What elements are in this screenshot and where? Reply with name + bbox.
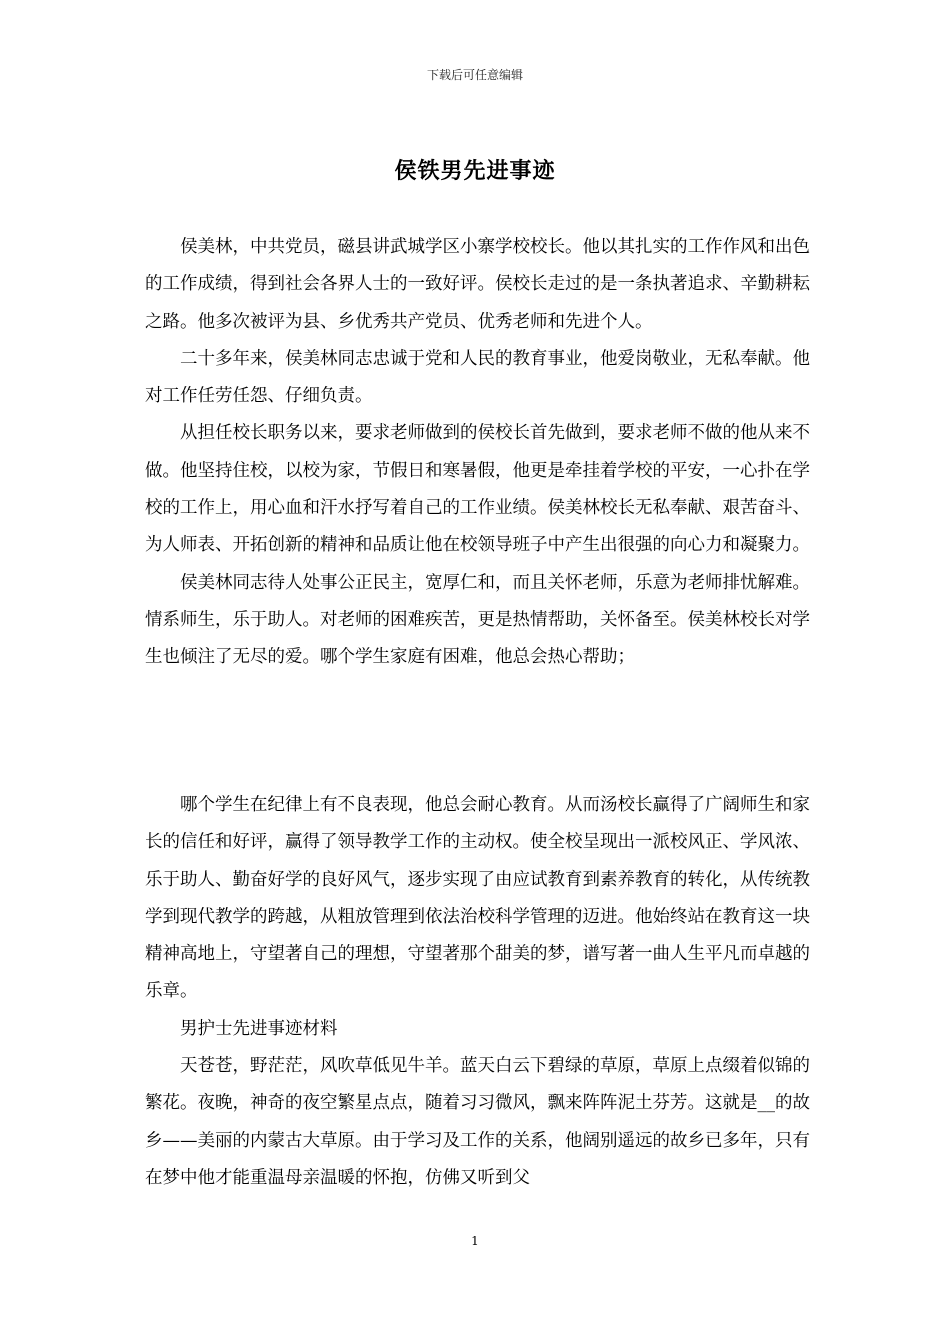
section-heading: 男护士先进事迹材料 bbox=[180, 1018, 338, 1039]
paragraph: 天苍苍，野茫茫，风吹草低见牛羊。蓝天白云下碧绿的草原，草原上点缀着似锦的繁花。夜晚，神奇的夜空繁星点点，随着习习微风，飘来阵阵泥土芬芳。这就是__的故乡——美丽的内蒙古大草原。由于学习及工作的关系，他阔别遥远的故乡已多年，只有在梦中他才能重温母亲温暖的怀抱，仿佛又听到父 bbox=[145, 1056, 810, 1188]
paragraph: 从担任校长职务以来，要求老师做到的侯校长首先做到，要求老师不做的他从来不做。他坚持住校，以校为家，节假日和寒暑假，他更是牵挂着学校的平安，一心扑在学校的工作上，用心血和汗水抒写着自己的工作业绩。侯美林校长无私奉献、艰苦奋斗、为人师表、开拓创新的精神和品质让他在校领导班子中产生出很强的向心力和凝聚力。 bbox=[145, 423, 810, 556]
document-title: 侯铁男先进事迹 bbox=[394, 158, 556, 184]
body-block-2 bbox=[145, 787, 810, 1197]
paragraph: 二十多年来，侯美林同志忠诚于党和人民的教育事业，他爱岗敬业，无私奉献。他对工作任劳任怨、仔细负责。 bbox=[145, 348, 810, 407]
paragraph: 侯美林，中共党员，磁县讲武城学区小寨学校校长。他以其扎实的工作作风和出色的工作成绩，得到社会各界人士的一致好评。侯校长走过的是一条执著追求、辛勤耕耘之路。他多次被评为县、乡优秀共产党员、优秀老师和先进个人。 bbox=[145, 237, 810, 332]
page-header: 下载后可任意编辑 bbox=[426, 68, 523, 82]
body-block-1 bbox=[145, 229, 810, 677]
paragraph: 侯美林同志待人处事公正民主，宽厚仁和，而且关怀老师，乐意为老师排忧解难。情系师生，乐于助人。对老师的困难疾苦，更是热情帮助，关怀备至。侯美林校长对学生也倾注了无尽的爱。哪个学生家庭有困难，他总会热心帮助； bbox=[145, 572, 810, 668]
page-number: 1 bbox=[471, 1234, 479, 1248]
paragraph: 哪个学生在纪律上有不良表现，他总会耐心教育。从而汤校长赢得了广阔师生和家长的信任和好评，赢得了领导教学工作的主动权。使全校呈现出一派校风正、学风浓、乐于助人、勤奋好学的良好风气，逐步实现了由应试教育到素养教育的转化，从传统教学到现代教学的跨越，从粗放管理到依法治校科学管理的迈进。他始终站在教育这一块精神高地上，守望著自己的理想，守望著那个甜美的梦，谱写著一曲人生平凡而卓越的乐章。 bbox=[145, 795, 810, 1002]
